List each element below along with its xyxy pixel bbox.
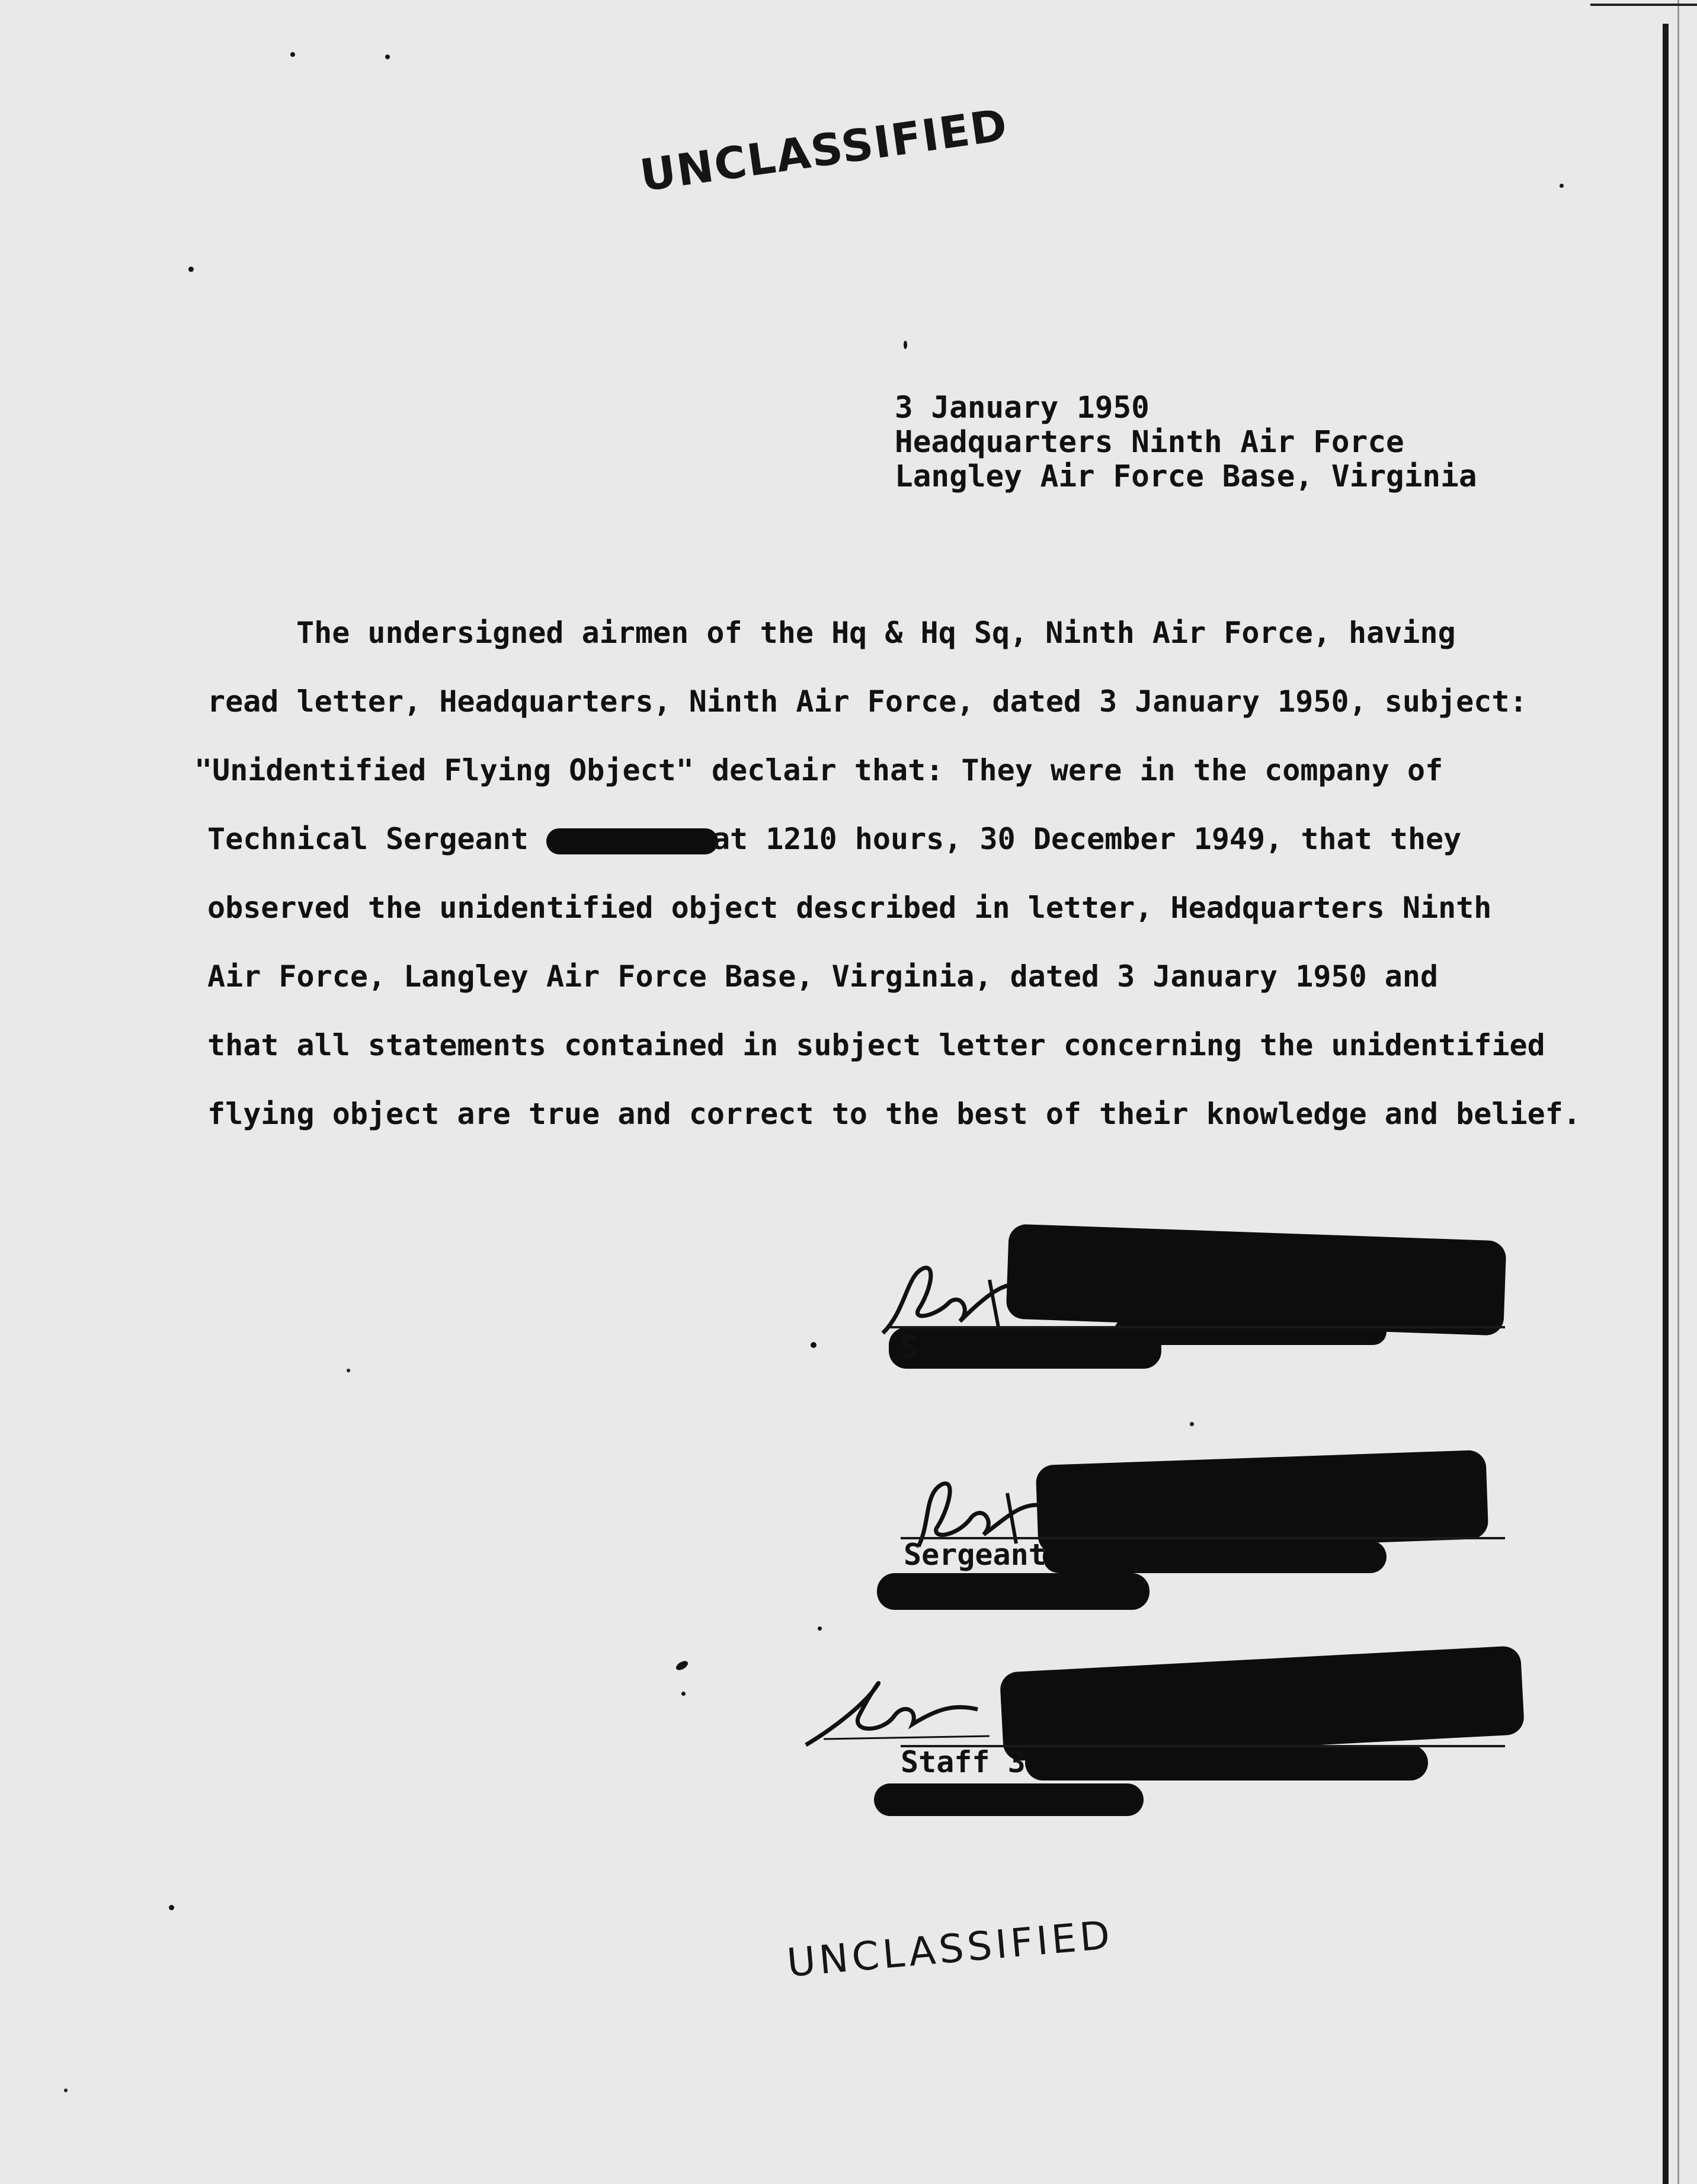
name-redaction (546, 828, 718, 854)
body-line: read letter, Headquarters, Ninth Air Force, dated 3 January 1950, subject: (207, 684, 1528, 719)
speck (188, 267, 194, 272)
body-line: flying object are true and correct to the best of their knowledge and belief. (207, 1097, 1581, 1131)
signature-redaction (1000, 1645, 1525, 1762)
speck (681, 1692, 686, 1696)
header-location: Langley Air Force Base, Virginia (895, 459, 1477, 494)
header-date: 3 January 1950 (895, 390, 1150, 425)
body-line: The undersigned airmen of the Hq & Hq Sq, Ninth Air Force, having (296, 616, 1456, 650)
signature-line (889, 1326, 1505, 1328)
classification-stamp-top: UNCLASSIFIED (637, 99, 1011, 202)
speck (1560, 184, 1564, 188)
body-line-pre: Technical Sergeant (207, 822, 546, 856)
signature-redaction (1025, 1745, 1428, 1780)
signature-rank-label: S (901, 1330, 919, 1365)
speck (290, 52, 295, 57)
body-line: "Unidentified Flying Object" declair that: They were in the company of (194, 753, 1443, 787)
body-line (207, 805, 1576, 873)
signature-rank-label: Sergeant (904, 1538, 1046, 1572)
signature-redaction (1043, 1541, 1387, 1573)
classification-stamp-bottom: UNCLASSIFIED (785, 1911, 1116, 1986)
speck (1190, 1422, 1194, 1426)
speck (674, 1659, 689, 1671)
header-org: Headquarters Ninth Air Force (895, 425, 1404, 460)
speck (811, 1342, 817, 1348)
body-line: observed the unidentified object described in letter, Headquarters Ninth (207, 891, 1492, 925)
signature-redaction (877, 1573, 1150, 1610)
speck (347, 1369, 350, 1372)
speck (818, 1626, 822, 1631)
letter-header (895, 391, 1477, 494)
body-line-post: at 1210 hours, 30 December 1949, that they (712, 822, 1462, 856)
speck (169, 1905, 174, 1910)
page-corner-mark (1590, 4, 1697, 6)
signature-rank-label: Staff 3 (901, 1745, 1026, 1779)
body-line: Air Force, Langley Air Force Base, Virginia, dated 3 January 1950 and (207, 959, 1439, 994)
speck (385, 55, 390, 59)
page-edge-shadow (1663, 24, 1669, 2184)
signature-redaction (1114, 1318, 1387, 1345)
page-edge-line (1677, 0, 1679, 2184)
statement-body (194, 598, 1581, 1148)
body-line: that all statements contained in subject letter concerning the unidentified (207, 1028, 1545, 1062)
speck (904, 341, 907, 349)
signature-redaction (874, 1783, 1144, 1816)
signature-scrawl (800, 1668, 1007, 1757)
speck (64, 2089, 68, 2092)
